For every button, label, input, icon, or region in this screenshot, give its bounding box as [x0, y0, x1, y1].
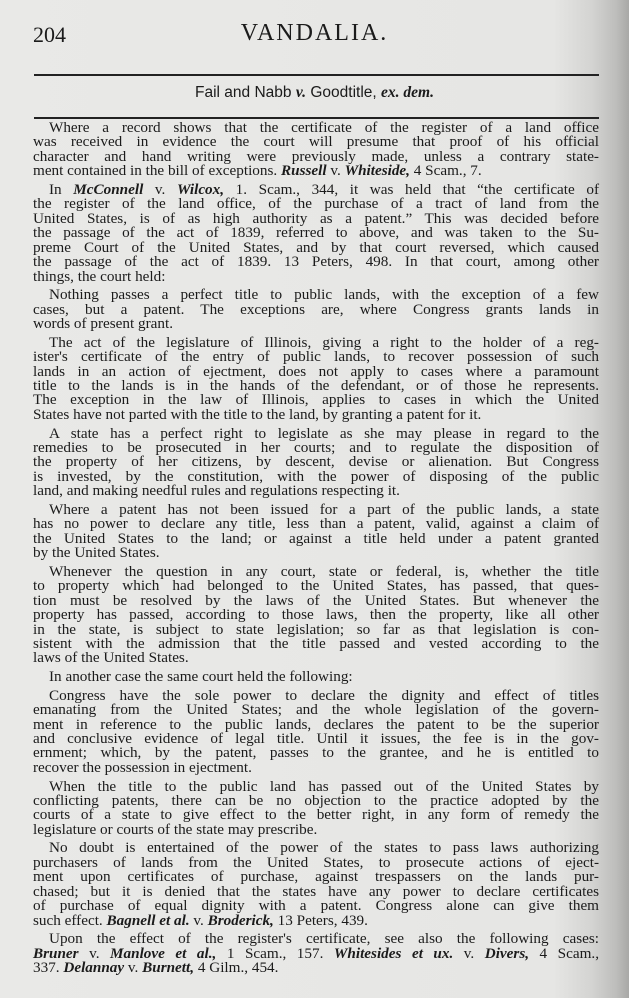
paragraph [33, 180, 600, 285]
case-title-suffix: ex. dem. [381, 84, 434, 101]
text-segment: v. [326, 162, 345, 180]
text-line [33, 405, 599, 423]
case-citation-italic: Delannay [63, 959, 125, 977]
text-line [33, 670, 599, 684]
text-segment: 1 Scam., 157. [216, 944, 334, 962]
text-segment: 4 Gilm., 454. [194, 959, 279, 977]
case-title-party: Goodtitle, [310, 84, 377, 101]
case-citation-italic: Whitesides et ux. [333, 944, 454, 962]
text-segment: things, the court held: [33, 267, 166, 285]
text-segment: ment upon certificates of purchase, against trespassers on the lands pur- [33, 868, 599, 886]
text-segment: v. [78, 944, 111, 962]
text-segment: has no power to declare any title, less than a patent, valid, against a claim of [33, 515, 599, 533]
paragraph [33, 333, 599, 423]
text-segment: the property of her citizens, by descent, devise or alienation. But Congress [33, 453, 599, 471]
text-segment: in the state, is subject to state legislation; so far as that legislation is con- [33, 620, 599, 638]
top-rule [34, 74, 599, 76]
text-segment: the passage of the act of 1839. 13 Peters, 498. In that court, among other [33, 253, 599, 271]
text-segment: conflicting patents, there can be no objection to the practice adopted by the [33, 791, 599, 809]
text-segment: 4 Scam., [529, 944, 600, 962]
case-citation-italic: McConnell [73, 180, 144, 198]
paragraph [33, 500, 599, 562]
text-segment: remedies to be prosecuted in her courts; and to regulate the disposition of [33, 438, 599, 456]
text-segment: States have not parted with the title to the land, by granting a patent for it. [33, 405, 482, 423]
text-line [33, 758, 599, 776]
paragraph [33, 686, 599, 776]
case-citation-italic: Russell [281, 162, 327, 180]
text-segment: recover the possession in ejectment. [33, 758, 252, 776]
text-segment: by the United States. [33, 544, 160, 562]
text-segment: the United States to the land; or against a title held under a patent granted [33, 529, 599, 547]
page-number: 204 [33, 22, 66, 47]
text-line [33, 911, 599, 929]
text-segment: When the title to the public land has passed out of the United States by [49, 777, 599, 795]
text-segment: 4 Scam., 7. [409, 162, 482, 180]
case-citation-italic: Divers, [484, 944, 530, 962]
text-segment: Where a patent has not been issued for a part of the public lands, a state [49, 500, 599, 518]
text-segment: The exception in the law of Illinois, applies to cases in which the United [33, 391, 599, 409]
text-segment: v. [453, 944, 485, 962]
text-line [33, 820, 599, 838]
text-segment: 1. Scam., 344, it was held that “the certificate of [224, 180, 600, 198]
text-segment: ment in reference to the public lands, declares the patent to be the superior [33, 715, 599, 733]
text-segment: such effect. [33, 911, 107, 929]
text-segment: In another case the same court held the following: [49, 668, 353, 686]
case-citation-italic: Manlove et al., [110, 944, 217, 962]
text-segment: United States, is of as high authority as a patent.” This was decided before [33, 209, 599, 227]
text-segment: sistent with the admission that the title passed and vested according to the [33, 635, 599, 652]
paragraph [33, 288, 599, 331]
text-segment: cases, but a patent. The exceptions are, where Congress grants lands in [33, 300, 599, 318]
text-segment: laws of the United States. [33, 649, 189, 667]
paragraph [33, 841, 599, 928]
text-segment: v. [143, 180, 177, 198]
text-line [33, 164, 599, 178]
text-segment: ister's certificate of the entry of public lands, to recover possession of such [33, 348, 599, 366]
text-segment: courts of a state to give effect to the better right, in any form of remedy the [33, 806, 599, 824]
text-segment: land, and making needful rules and regulations respecting it. [33, 482, 400, 500]
text-line [33, 484, 599, 498]
text-segment: 13 Peters, 439. [273, 911, 368, 929]
text-segment: Nothing passes a perfect title to public lands, with the exception of a few [49, 286, 599, 304]
text-segment: preme Court of the United States, and by that court reversed, which caused [33, 238, 599, 256]
text-segment: emanating from the United States; and the whole legislation of the govern- [33, 701, 599, 719]
text-segment: ernment; which, by the patent, passes to the grantee, and he is entitled to [33, 744, 599, 762]
body-text [33, 121, 599, 980]
text-segment: lands in an action of ejectment, does not apply to cases where a paramount [33, 362, 599, 380]
text-segment: tion must be resolved by the laws of the United States. But whenever the [33, 591, 599, 609]
text-segment: the register of the land office, of the purchase of a tract of land from the [33, 195, 599, 213]
text-line [33, 317, 599, 331]
text-segment: Where a record shows that the certificate of the register of a land office [49, 119, 599, 136]
text-segment: of purchase of equal dignity with a patent. Congress alone can give them [33, 897, 599, 915]
case-citation-italic: Whiteside, [344, 162, 410, 180]
text-segment: Congress have the sole power to declare the dignity and effect of titles [49, 686, 599, 704]
case-citation-italic: Burnett, [142, 959, 195, 977]
text-line [33, 961, 599, 975]
case-title [0, 84, 629, 102]
paragraph [33, 777, 599, 838]
text-segment: legislature or courts of the state may prescribe. [33, 820, 318, 838]
text-segment: property has passed, according to those laws, then the property, like all other [33, 606, 599, 624]
text-segment: v. [124, 959, 143, 977]
text-segment: is invested, by the constitution, with the power of disposing of the public [33, 467, 599, 485]
paragraph [33, 121, 599, 179]
case-title-parties: Fail and Nabb [195, 84, 292, 101]
text-line [33, 267, 599, 285]
text-segment: v. [189, 911, 208, 929]
text-segment: The act of the legislature of Illinois, giving a right to the holder of a reg- [49, 333, 599, 351]
text-segment: purchasers of lands from the United States, to prosecute actions of eject- [33, 853, 599, 871]
case-citation-italic: Broderick, [207, 911, 274, 929]
text-segment: In [49, 180, 74, 198]
paragraph [33, 670, 599, 684]
text-segment: chased; but it is denied that the states have any power to declare certificates [33, 882, 599, 900]
case-citation-italic: Wilcox, [176, 180, 225, 198]
text-segment: title to the lands is in the hands of the defendant, or of those he represents. [33, 377, 599, 394]
text-segment: A state has a perfect right to legislate as she may please in regard to the [49, 424, 599, 442]
text-segment: the passage of the act of 1839, referred to above, and was taken to the Su- [33, 224, 599, 242]
text-segment: Whenever the question in any court, state or federal, is, whether the title [49, 562, 599, 580]
paragraph [33, 424, 599, 500]
text-segment: to property which had belonged to the United States, has passed, that ques- [33, 577, 599, 595]
case-citation-italic: Bagnell et al. [106, 911, 190, 929]
text-segment: Upon the effect of the register's certificate, see also the following cases: [49, 930, 599, 948]
text-segment: character and hand writing were previously made, unless a contrary state- [33, 147, 599, 165]
text-line [33, 546, 599, 560]
paragraph [33, 562, 599, 667]
text-line [33, 651, 599, 665]
text-segment: and conclusive evidence of legal title. Until it issues, the fee is in the gov- [33, 730, 599, 747]
case-title-versus: v. [295, 84, 307, 101]
text-segment: words of present grant. [33, 315, 174, 333]
paragraph [33, 932, 599, 975]
text-segment: was received in evidence the court will presume that proof of his official [33, 133, 599, 151]
running-title: VANDALIA. [240, 20, 389, 46]
text-segment: ment contained in the bill of exceptions. [33, 162, 281, 180]
text-segment: No doubt is entertained of the power of the states to pass laws authorizing [49, 839, 599, 857]
case-citation-italic: Bruner [33, 944, 79, 962]
text-segment: 337. [33, 959, 64, 977]
